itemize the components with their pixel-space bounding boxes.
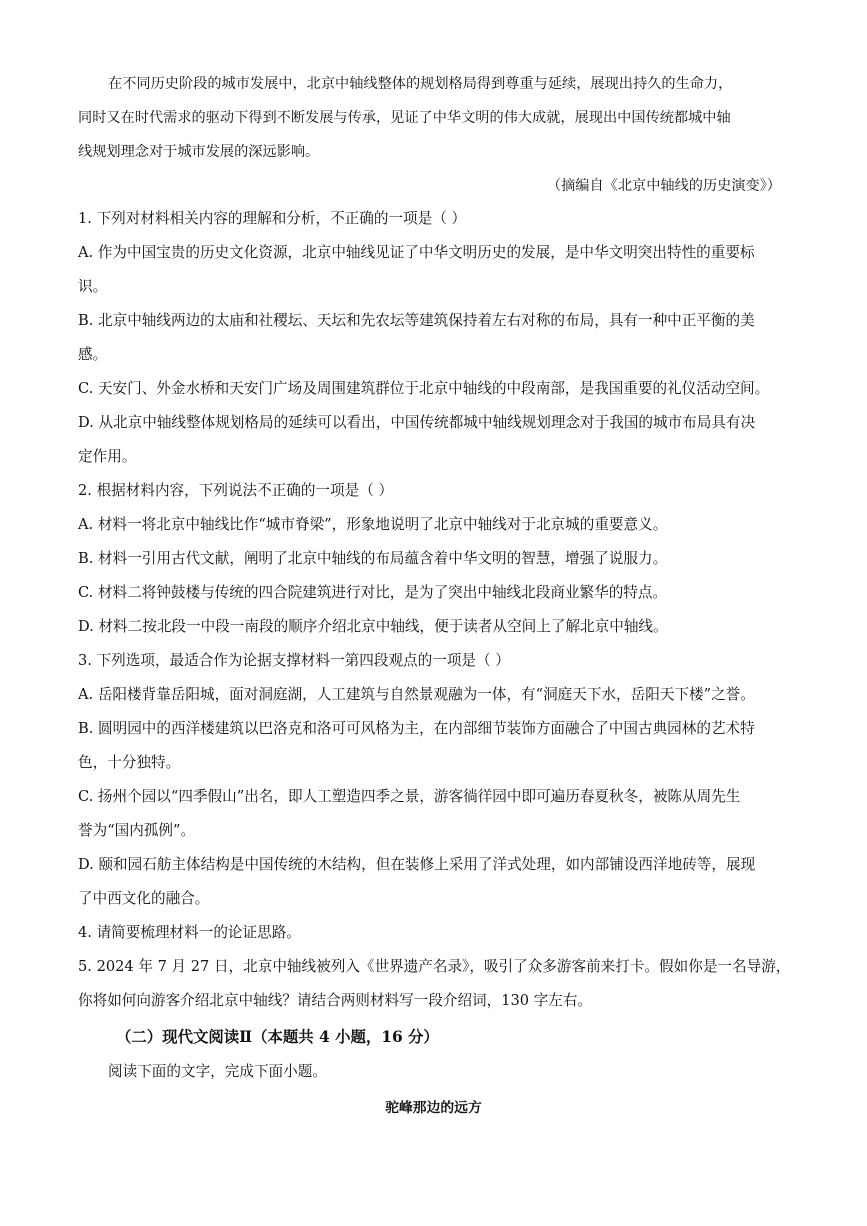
question-3-option-d-line-1: D. 颐和园石舫主体结构是中国传统的木结构，但在装修上采用了洋式处理，如内部铺设西洋地砖等，展现 <box>78 856 756 873</box>
question-4-stem: 4. 请简要梳理材料一的论证思路。 <box>78 924 301 941</box>
question-1-option-b-line-2: 感。 <box>78 346 108 363</box>
question-1-option-d-line-1: D. 从北京中轴线整体规划格局的延续可以看出，中国传统都城中轴线规划理念对于我国的城市布局具有决 <box>78 414 756 431</box>
section-heading: （二）现代文阅读Ⅱ（本题共 4 小题，16 分） <box>116 1028 439 1046</box>
question-2-option-a: A. 材料一将北京中轴线比作“城市脊梁”，形象地说明了北京中轴线对于北京城的重要意义。 <box>78 516 668 533</box>
question-3-option-b-line-1: B. 圆明园中的西洋楼建筑以巴洛克和洛可可风格为主，在内部细节装饰方面融合了中国古典园林的艺术特 <box>78 720 755 737</box>
passage-line-3: 线规划理念对于城市发展的深远影响。 <box>78 144 320 160</box>
question-3-option-c-line-2: 誉为“国内孤例”。 <box>78 822 196 839</box>
passage-line-1: 在不同历史阶段的城市发展中，北京中轴线整体的规划格局得到尊重与延续，展现出持久的生命力， <box>108 76 733 92</box>
question-1-option-a-line-2: 识。 <box>78 278 108 295</box>
section-instruction: 阅读下面的文字，完成下面小题。 <box>108 1063 327 1080</box>
question-3-option-d-line-2: 了中西文化的融合。 <box>78 890 210 907</box>
question-1-option-c: C. 天安门、外金水桥和天安门广场及周围建筑群位于北京中轴线的中段南部，是我国重要的礼仪活动空间。 <box>78 380 770 397</box>
article-title: 驼峰那边的远方 <box>385 1100 482 1116</box>
question-2-stem: 2. 根据材料内容，下列说法不正确的一项是（ ） <box>78 482 394 499</box>
question-1-option-a-line-1: A. 作为中国宝贵的历史文化资源，北京中轴线见证了中华文明历史的发展，是中华文明突出特性的重要标 <box>78 244 755 261</box>
question-5-line-2: 你将如何向游客介绍北京中轴线？请结合两则材料写一段介绍词，130 字左右。 <box>78 992 593 1009</box>
question-2-option-c: C. 材料二将钟鼓楼与传统的四合院建筑进行对比，是为了突出中轴线北段商业繁华的特点。 <box>78 584 668 601</box>
question-3-option-a: A. 岳阳楼背靠岳阳城，面对洞庭湖，人工建筑与自然景观融为一体，有“洞庭天下水，岳阳天下楼”之誉。 <box>78 686 755 703</box>
question-3-option-c-line-1: C. 扬州个园以“四季假山”出名，即人工塑造四季之景，游客徜徉园中即可遍历春夏秋冬，被陈从周先生 <box>78 788 741 805</box>
question-1-stem: 1. 下列对材料相关内容的理解和分析，不正确的一项是（ ） <box>78 210 467 227</box>
question-2-option-d: D. 材料二按北段一中段一南段的顺序介绍北京中轴线，便于读者从空间上了解北京中轴线。 <box>78 618 668 635</box>
question-1-option-b-line-1: B. 北京中轴线两边的太庙和社稷坛、天坛和先农坛等建筑保持着左右对称的布局，具有一种中正平衡的美 <box>78 312 755 329</box>
passage-line-2: 同时又在时代需求的驱动下得到不断发展与传承，见证了中华文明的伟大成就，展现出中国传统都城中轴 <box>78 110 731 126</box>
question-3-stem: 3. 下列选项，最适合作为论据支撑材料一第四段观点的一项是（ ） <box>78 652 510 669</box>
question-2-option-b: B. 材料一引用古代文献，阐明了北京中轴线的布局蕴含着中华文明的智慧，增强了说服力。 <box>78 550 668 567</box>
question-5-line-1: 5. 2024 年 7 月 27 日，北京中轴线被列入《世界遗产名录》，吸引了众多游客前来打卡。假如你是一名导游， <box>78 958 791 975</box>
passage-source: （摘编自《北京中轴线的历史演变》） <box>546 178 781 194</box>
question-1-option-d-line-2: 定作用。 <box>78 448 137 465</box>
question-3-option-b-line-2: 色，十分独特。 <box>78 754 181 771</box>
